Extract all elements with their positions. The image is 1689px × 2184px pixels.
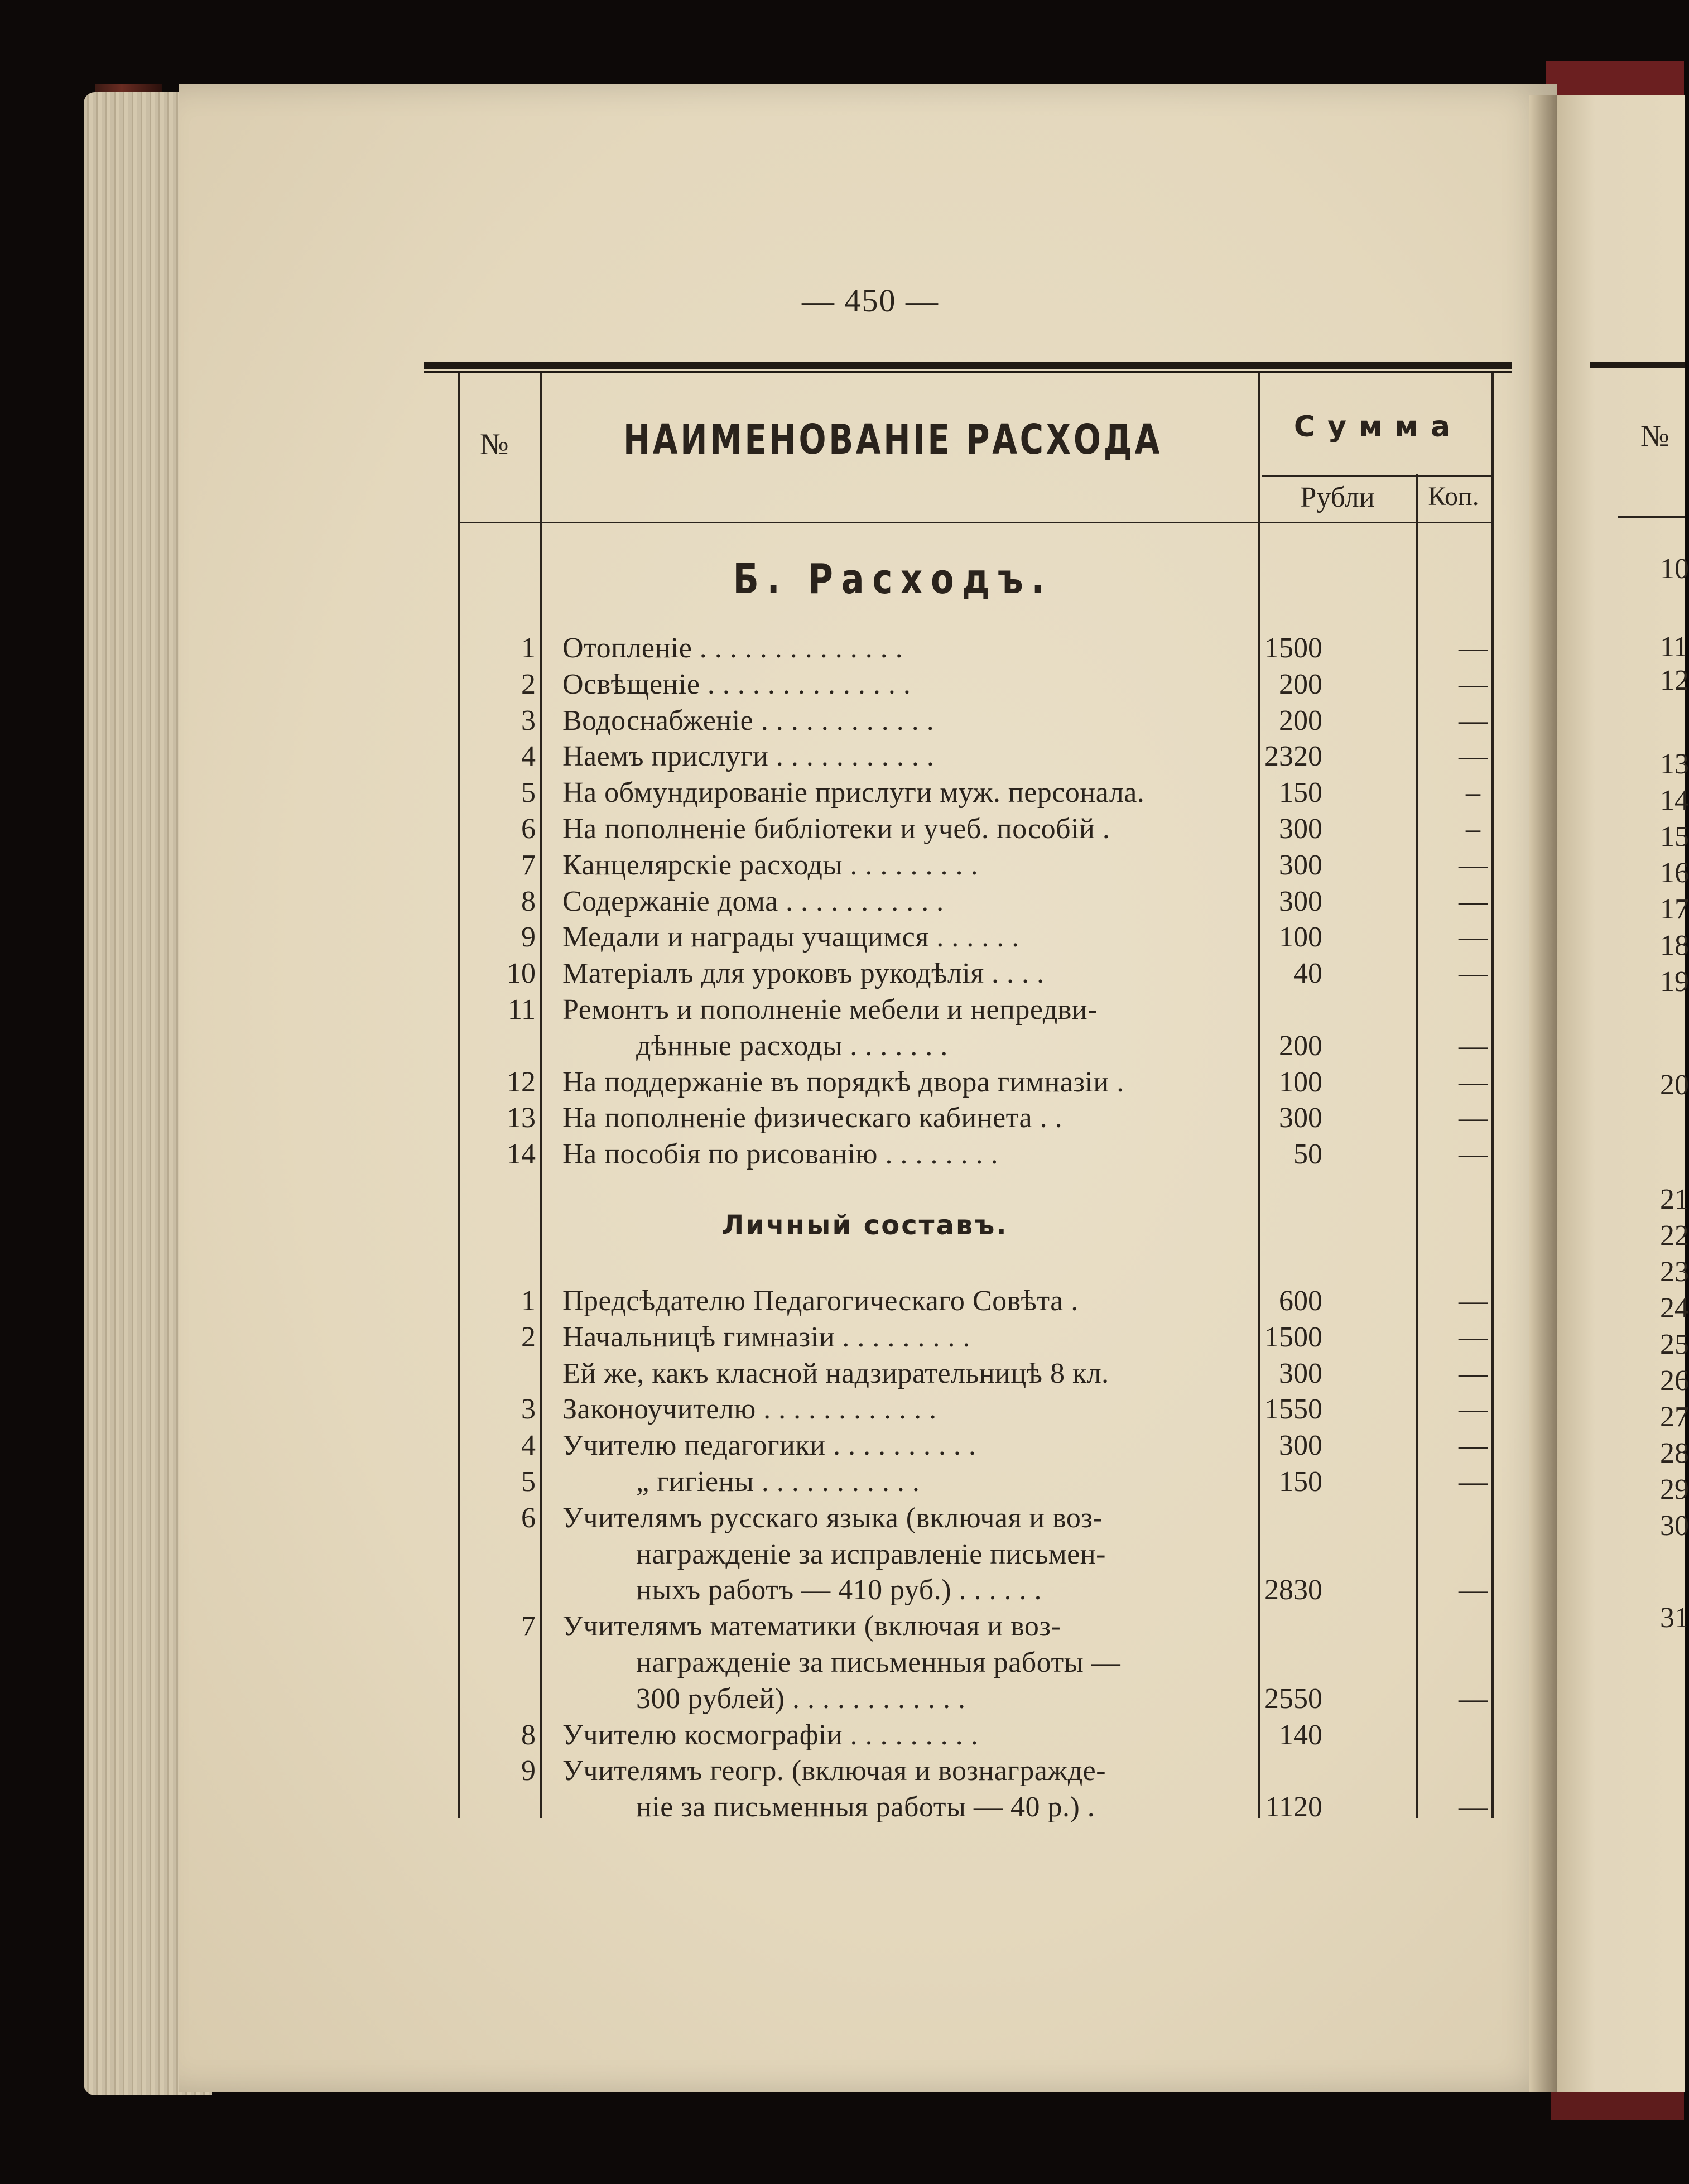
table-row bbox=[469, 920, 1507, 955]
column-header-summa: Сумма bbox=[1293, 410, 1463, 444]
row-number: 1 bbox=[521, 632, 536, 664]
row-rubli: 1550 bbox=[1264, 1393, 1322, 1426]
right-page-row-number: 20 bbox=[1660, 1069, 1689, 1101]
table-row bbox=[469, 992, 1507, 1028]
row-rubli: 1120 bbox=[1265, 1791, 1322, 1824]
row-name: Канцелярскіе расходы . . . . . . . . . bbox=[562, 849, 978, 881]
row-name: Отопленіе . . . . . . . . . . . . . . bbox=[562, 632, 903, 664]
column-header-title: НАИМЕНОВАНІЕ РАСХОДА bbox=[623, 416, 1163, 464]
row-rubli: 300 bbox=[1279, 885, 1322, 917]
table-row bbox=[469, 884, 1507, 920]
row-name: награжденіе за исправленіе письмен- bbox=[636, 1538, 1106, 1570]
table-row bbox=[469, 1718, 1507, 1753]
row-kop: — bbox=[1459, 1430, 1488, 1462]
row-number: 3 bbox=[521, 704, 536, 737]
row-number: 8 bbox=[521, 1719, 536, 1751]
row-number: 3 bbox=[521, 1393, 536, 1426]
row-number: 14 bbox=[507, 1138, 536, 1171]
right-page-row-number: 18 bbox=[1660, 930, 1689, 961]
right-page-header-rule bbox=[1618, 516, 1685, 518]
row-number: 9 bbox=[521, 921, 536, 954]
row-name: Учителямъ геогр. (включая и вознагражде- bbox=[562, 1755, 1106, 1787]
row-number: 9 bbox=[521, 1755, 536, 1787]
table-row bbox=[469, 1500, 1507, 1536]
row-name: Начальницѣ гимназіи . . . . . . . . . bbox=[562, 1321, 970, 1353]
row-name: Ремонтъ и пополненіе мебели и непредви- bbox=[562, 994, 1098, 1026]
table-row bbox=[469, 1609, 1507, 1644]
row-name: Освѣщеніе . . . . . . . . . . . . . . bbox=[562, 668, 911, 700]
row-name: ніе за письменныя работы — 40 р.) . bbox=[636, 1791, 1095, 1824]
table-row bbox=[469, 1572, 1507, 1608]
row-kop: — bbox=[1459, 1321, 1488, 1353]
row-kop: – bbox=[1466, 777, 1480, 809]
row-name: На поддержаніе въ порядкѣ двора гимназіи . bbox=[562, 1066, 1124, 1098]
row-number: 12 bbox=[507, 1066, 536, 1098]
row-kop: — bbox=[1459, 1357, 1488, 1389]
row-rubli: 300 bbox=[1279, 1102, 1322, 1134]
row-number: 6 bbox=[521, 813, 536, 845]
subsection-title: Личный составъ. bbox=[721, 1210, 1008, 1241]
right-page-row-number: 19 bbox=[1660, 966, 1689, 998]
right-page-row-number: 11 bbox=[1660, 631, 1688, 663]
row-rubli: 40 bbox=[1293, 958, 1322, 990]
row-rubli: 100 bbox=[1279, 921, 1322, 954]
table-row bbox=[469, 703, 1507, 739]
right-page-number-header: № bbox=[1640, 419, 1669, 453]
table-row bbox=[469, 1645, 1507, 1681]
table-row bbox=[469, 739, 1507, 774]
row-rubli: 50 bbox=[1293, 1138, 1322, 1171]
right-page-row-number: 12 bbox=[1660, 665, 1689, 696]
row-name: Учителямъ математики (включая и воз- bbox=[562, 1610, 1061, 1643]
table-row bbox=[469, 631, 1507, 666]
row-name: 300 рублей) . . . . . . . . . . . . bbox=[636, 1682, 966, 1715]
row-number: 10 bbox=[507, 958, 536, 990]
row-name: Учителю педагогики . . . . . . . . . . bbox=[562, 1430, 976, 1462]
right-page bbox=[1557, 95, 1689, 2092]
right-page-row-number: 17 bbox=[1660, 893, 1689, 925]
row-kop: — bbox=[1459, 1102, 1488, 1134]
table-row bbox=[469, 1320, 1507, 1355]
row-rubli: 140 bbox=[1279, 1719, 1322, 1751]
right-page-top-rule bbox=[1590, 362, 1685, 368]
table-row bbox=[469, 1392, 1507, 1427]
row-rubli: 200 bbox=[1279, 1030, 1322, 1062]
row-name: Содержаніе дома . . . . . . . . . . . bbox=[562, 885, 944, 917]
row-name: На пособія по рисованію . . . . . . . . bbox=[562, 1138, 998, 1171]
row-kop: — bbox=[1459, 1066, 1488, 1098]
row-kop: — bbox=[1459, 849, 1488, 881]
table-row bbox=[469, 811, 1507, 847]
table-row bbox=[469, 1065, 1507, 1100]
right-page-row-number: 26 bbox=[1660, 1365, 1689, 1397]
table-row bbox=[469, 1681, 1507, 1717]
row-kop: — bbox=[1459, 1791, 1488, 1824]
section-title: Б. Расходъ. bbox=[733, 555, 1053, 603]
right-page-row-number: 27 bbox=[1660, 1401, 1689, 1433]
row-kop: — bbox=[1459, 1030, 1488, 1062]
table-row bbox=[469, 1283, 1507, 1319]
row-kop: — bbox=[1459, 1393, 1488, 1426]
row-rubli: 2830 bbox=[1264, 1574, 1322, 1606]
row-kop: – bbox=[1466, 813, 1480, 845]
header-bottom-rule bbox=[458, 522, 1493, 523]
column-header-number: № bbox=[480, 427, 509, 461]
table-row bbox=[469, 1100, 1507, 1136]
row-name: Медали и награды учащимся . . . . . . bbox=[562, 921, 1019, 954]
row-rubli: 200 bbox=[1279, 668, 1322, 700]
row-number: 5 bbox=[521, 777, 536, 809]
row-rubli: 1500 bbox=[1264, 632, 1322, 664]
right-page-row-number: 21 bbox=[1660, 1184, 1689, 1215]
row-name: На обмундированіе прислуги муж. персонала. bbox=[562, 777, 1145, 809]
right-page-row-number: 24 bbox=[1660, 1292, 1689, 1324]
row-rubli: 300 bbox=[1279, 813, 1322, 845]
row-rubli: 200 bbox=[1279, 704, 1322, 737]
row-kop: — bbox=[1459, 632, 1488, 664]
row-name: ныхъ работъ — 410 руб.) . . . . . . bbox=[636, 1574, 1042, 1606]
row-name: Законоучителю . . . . . . . . . . . . bbox=[562, 1393, 937, 1426]
row-number: 2 bbox=[521, 1321, 536, 1353]
row-name: На пополненіе библіотеки и учеб. пособій . bbox=[562, 813, 1110, 845]
row-name: Водоснабженіе . . . . . . . . . . . . bbox=[562, 704, 935, 737]
row-kop: — bbox=[1459, 1466, 1488, 1498]
row-kop: — bbox=[1459, 1138, 1488, 1171]
table-row bbox=[469, 1356, 1507, 1392]
right-page-row-number: 16 bbox=[1660, 857, 1689, 889]
row-number: 7 bbox=[521, 1610, 536, 1643]
row-kop: — bbox=[1459, 921, 1488, 954]
right-page-row-number: 28 bbox=[1660, 1437, 1689, 1469]
row-number: 4 bbox=[521, 1430, 536, 1462]
row-kop: — bbox=[1459, 885, 1488, 917]
row-kop: — bbox=[1459, 1574, 1488, 1606]
right-page-row-number: 25 bbox=[1660, 1329, 1689, 1360]
table-row bbox=[469, 1753, 1507, 1789]
row-kop: — bbox=[1459, 1682, 1488, 1715]
right-page-row-number: 10 bbox=[1660, 553, 1689, 585]
table-row bbox=[469, 1028, 1507, 1064]
row-number: 5 bbox=[521, 1466, 536, 1498]
right-page-row-number: 29 bbox=[1660, 1474, 1689, 1505]
row-name: Матеріалъ для уроковъ рукодѣлія . . . . bbox=[562, 958, 1045, 990]
summa-subrule bbox=[1262, 475, 1491, 477]
table-row bbox=[469, 1137, 1507, 1172]
row-number: 4 bbox=[521, 740, 536, 773]
row-rubli: 150 bbox=[1279, 777, 1322, 809]
right-page-row-number: 31 bbox=[1660, 1602, 1689, 1634]
table-row bbox=[469, 1464, 1507, 1500]
row-rubli: 150 bbox=[1279, 1466, 1322, 1498]
table-top-rule bbox=[424, 362, 1512, 369]
row-number: 6 bbox=[521, 1502, 536, 1534]
right-page-row-number: 14 bbox=[1660, 785, 1689, 816]
row-name: Учителю космографіи . . . . . . . . . bbox=[562, 1719, 979, 1751]
row-rubli: 2550 bbox=[1264, 1682, 1322, 1715]
table-row bbox=[469, 848, 1507, 883]
row-kop: — bbox=[1459, 668, 1488, 700]
row-rubli: 100 bbox=[1279, 1066, 1322, 1098]
row-rubli: 1500 bbox=[1264, 1321, 1322, 1353]
right-page-row-number: 13 bbox=[1660, 748, 1689, 780]
table-row bbox=[469, 956, 1507, 992]
row-rubli: 600 bbox=[1279, 1285, 1322, 1317]
table-row bbox=[469, 1428, 1507, 1464]
column-header-kop: Коп. bbox=[1428, 482, 1479, 511]
table-top-rule-thin bbox=[424, 371, 1512, 373]
table-row bbox=[469, 667, 1507, 703]
table-border-left bbox=[458, 373, 460, 1818]
row-kop: — bbox=[1459, 740, 1488, 773]
row-rubli: 300 bbox=[1279, 1430, 1322, 1462]
row-kop: — bbox=[1459, 704, 1488, 737]
row-name: Предсѣдателю Педагогическаго Совѣта . bbox=[562, 1285, 1079, 1317]
page-number: — 450 — bbox=[802, 282, 939, 319]
right-page-row-number: 23 bbox=[1660, 1256, 1689, 1288]
row-name: „ гигіены . . . . . . . . . . . bbox=[636, 1466, 920, 1498]
row-name: дѣнные расходы . . . . . . . bbox=[636, 1030, 948, 1062]
row-name: Ей же, какъ класной надзирательницѣ 8 кл. bbox=[562, 1357, 1109, 1389]
row-rubli: 2320 bbox=[1264, 740, 1322, 773]
row-name: На пополненіе физическаго кабинета . . bbox=[562, 1102, 1063, 1134]
right-page-row-number: 30 bbox=[1660, 1510, 1689, 1542]
row-name: награжденіе за письменныя работы — bbox=[636, 1647, 1121, 1678]
right-page-row-number: 22 bbox=[1660, 1220, 1689, 1252]
row-kop: — bbox=[1459, 1285, 1488, 1317]
row-rubli: 300 bbox=[1279, 849, 1322, 881]
row-number: 13 bbox=[507, 1102, 536, 1134]
column-header-rubli: Рубли bbox=[1300, 482, 1375, 513]
table-row bbox=[469, 775, 1507, 811]
row-name: Наемъ прислуги . . . . . . . . . . . bbox=[562, 740, 935, 773]
table-row bbox=[469, 1537, 1507, 1572]
row-number: 7 bbox=[521, 849, 536, 881]
row-number: 8 bbox=[521, 885, 536, 917]
row-number: 2 bbox=[521, 668, 536, 700]
right-page-row-number: 15 bbox=[1660, 821, 1689, 853]
row-rubli: 300 bbox=[1279, 1357, 1322, 1389]
row-name: Учителямъ русскаго языка (включая и воз- bbox=[562, 1502, 1103, 1534]
row-kop: — bbox=[1459, 958, 1488, 990]
row-number: 11 bbox=[507, 994, 536, 1026]
table-row bbox=[469, 1789, 1507, 1825]
row-number: 1 bbox=[521, 1285, 536, 1317]
